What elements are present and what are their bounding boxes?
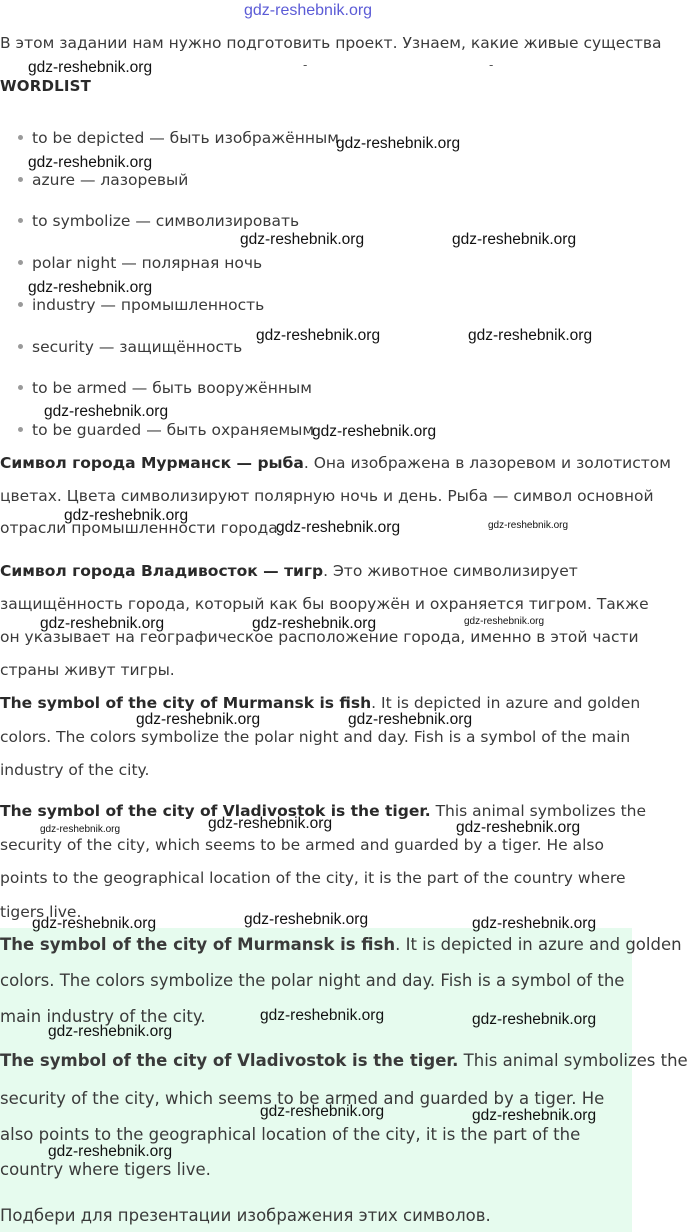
answer-murmansk: The symbol of the city of Murmansk is fish. It is depicted in azure and golden xyxy=(0,935,682,954)
watermark: gdz-reshebnik.org xyxy=(260,1007,385,1024)
watermark: gdz-reshebnik.org xyxy=(456,819,581,836)
paragraph-line: отрасли промышленности города. xyxy=(0,519,283,537)
paragraph-line: цветах. Цвета символизируют полярную ночь и день. Рыба — символ основной xyxy=(0,487,654,505)
bullet-icon xyxy=(18,218,23,223)
paragraph-murmansk-en: The symbol of the city of Murmansk is fish. It is depicted in azure and golden xyxy=(0,694,641,712)
watermark: gdz-reshebnik.org xyxy=(472,1011,597,1028)
watermark: gdz-reshebnik.org xyxy=(348,711,473,728)
paragraph-line: tigers live. xyxy=(0,903,82,921)
watermark: gdz-reshebnik.org xyxy=(28,59,153,76)
paragraph-line: он указывает на географическое расположение города, именно в этой части xyxy=(0,628,639,646)
watermark: gdz-reshebnik.org xyxy=(472,1107,597,1124)
paragraph-line: security of the city, which seems to be armed and guarded by a tiger. He also xyxy=(0,836,604,854)
watermark: gdz-reshebnik.org xyxy=(260,1103,385,1120)
list-item: polar night — полярная ночь xyxy=(18,253,262,273)
list-item: azure — лазоревый xyxy=(18,170,188,190)
watermark: gdz-reshebnik.org xyxy=(32,915,157,932)
watermark: gdz-reshebnik.org xyxy=(44,403,169,420)
answer-vladivostok: The symbol of the city of Vladivostok is the tiger. This animal symbolizes the xyxy=(0,1051,688,1070)
paragraph-line: security of the city, which seems to be armed and guarded by a tiger. He xyxy=(0,1089,605,1108)
watermark: gdz-reshebnik.org xyxy=(28,154,153,171)
bullet-icon xyxy=(18,385,23,390)
watermark: gdz-reshebnik.org xyxy=(276,519,401,536)
wordlist-title: WORDLIST xyxy=(0,77,92,95)
watermark: gdz-reshebnik.org xyxy=(336,135,461,152)
intro-text: В этом задании нам нужно подготовить проект. Узнаем, какие живые существа xyxy=(0,34,662,52)
watermark: gdz-reshebnik.org xyxy=(472,915,597,932)
paragraph-line: country where tigers live. xyxy=(0,1160,211,1179)
watermark: gdz-reshebnik.org xyxy=(452,231,577,248)
bullet-icon xyxy=(18,135,23,140)
list-item: security — защищённость xyxy=(18,337,242,357)
list-item: to be guarded — быть охраняемым xyxy=(18,420,314,440)
watermark: gdz-reshebnik.org xyxy=(40,824,121,835)
watermark: gdz-reshebnik.org xyxy=(208,815,333,832)
list-item: to be armed — быть вооружённым xyxy=(18,378,312,398)
watermark: gdz-reshebnik.org xyxy=(240,231,365,248)
paragraph-line: industry of the city. xyxy=(0,761,150,779)
list-item: to be depicted — быть изображённым xyxy=(18,128,339,148)
watermark: gdz-reshebnik.org xyxy=(312,423,437,440)
dash-mark: - xyxy=(303,58,308,72)
bullet-icon xyxy=(18,260,23,265)
watermark: gdz-reshebnik.org xyxy=(136,711,261,728)
watermark: gdz-reshebnik.org xyxy=(488,520,569,531)
watermark: gdz-reshebnik.org xyxy=(28,279,153,296)
watermark: gdz-reshebnik.org xyxy=(64,507,189,524)
watermark: gdz-reshebnik.org xyxy=(252,615,377,632)
watermark: gdz-reshebnik.org xyxy=(48,1143,173,1160)
bullet-icon xyxy=(18,177,23,182)
paragraph-line: страны живут тигры. xyxy=(0,661,175,679)
paragraph-line: main industry of the city. xyxy=(0,1007,206,1026)
watermark: gdz-reshebnik.org xyxy=(48,1023,173,1040)
paragraph-line: colors. The colors symbolize the polar night and day. Fish is a symbol of the xyxy=(0,971,625,990)
watermark: gdz-reshebnik.org xyxy=(464,616,545,627)
paragraph-line: защищённость города, который как бы вооружён и охраняется тигром. Также xyxy=(0,595,649,613)
bullet-icon xyxy=(18,302,23,307)
watermark: gdz-reshebnik.org xyxy=(244,911,369,928)
dash-mark: - xyxy=(489,58,494,72)
bullet-icon xyxy=(18,427,23,432)
watermark: gdz-reshebnik.org xyxy=(256,327,381,344)
paragraph-line: also points to the geographical location of the city, it is the part of the xyxy=(0,1125,581,1144)
list-item: to symbolize — символизировать xyxy=(18,211,299,231)
paragraph-line: colors. The colors symbolize the polar night and day. Fish is a symbol of the main xyxy=(0,728,631,746)
list-item: industry — промышленность xyxy=(18,295,264,315)
watermark: gdz-reshebnik.org xyxy=(40,615,165,632)
watermark: gdz-reshebnik.org xyxy=(468,327,593,344)
watermark-top: gdz-reshebnik.org xyxy=(244,2,373,19)
paragraph-vladivostok-en: The symbol of the city of Vladivostok is the tiger. This animal symbolizes the xyxy=(0,802,647,820)
paragraph-murmansk-ru: Символ города Мурманск — рыба. Она изображена в лазоревом и золотистом xyxy=(0,454,671,472)
closing-text: Подбери для презентации изображения этих символов. xyxy=(0,1206,491,1225)
paragraph-line: points to the geographical location of the city, it is the part of the country where xyxy=(0,869,626,887)
bullet-icon xyxy=(18,344,23,349)
paragraph-vladivostok-ru: Символ города Владивосток — тигр. Это животное символизирует xyxy=(0,562,578,580)
